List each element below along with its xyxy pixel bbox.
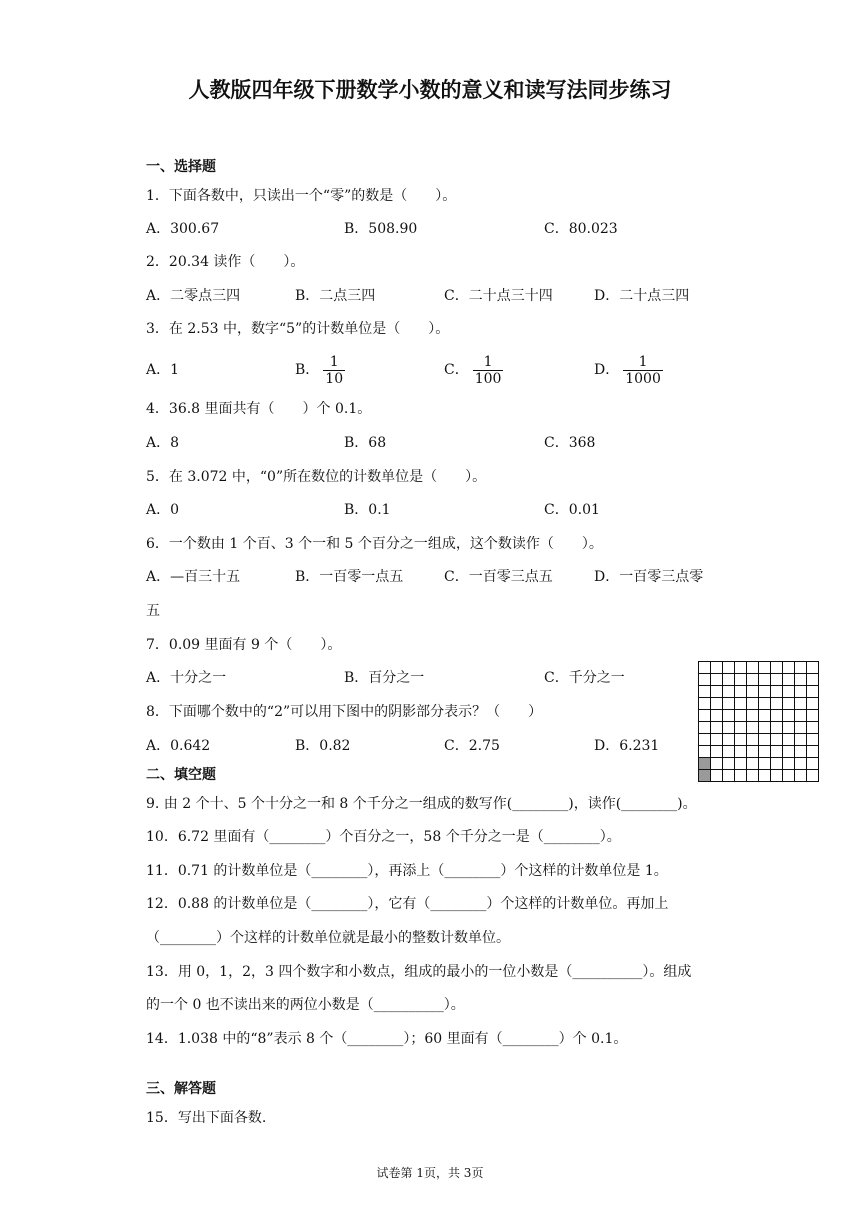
grid-cell bbox=[807, 722, 819, 734]
grid-cell bbox=[783, 698, 795, 710]
grid-cell bbox=[711, 686, 723, 698]
question-4-option-b: B．68 bbox=[344, 435, 387, 451]
grid-cell bbox=[747, 662, 759, 674]
question-3-stem: 3．在 2.53 中，数字“5”的计数单位是（ ）。 bbox=[146, 321, 450, 337]
grid-cell bbox=[807, 758, 819, 770]
question-6-option-d-continuation: 五 bbox=[146, 603, 160, 619]
question-6-stem: 6．一个数由 1 个百、3 个一和 5 个百分之一组成，这个数读作（ ）。 bbox=[146, 536, 603, 552]
question-3-option-a: A．1 bbox=[146, 362, 180, 378]
grid-cell bbox=[747, 758, 759, 770]
grid-cell bbox=[723, 662, 735, 674]
question-5-option-b: B．0.1 bbox=[344, 502, 391, 518]
grid-cell bbox=[759, 746, 771, 758]
grid-cell bbox=[747, 698, 759, 710]
grid-cell bbox=[723, 722, 735, 734]
question-12-line-2: （________）个这样的计数单位就是最小的整数计数单位。 bbox=[146, 930, 510, 946]
option-d-label: D． bbox=[594, 362, 620, 378]
question-4-option-c: C．368 bbox=[544, 435, 596, 451]
grid-cell bbox=[747, 722, 759, 734]
question-6-option-a: A．—百三十五 bbox=[146, 569, 241, 585]
grid-cell bbox=[795, 722, 807, 734]
grid-cell bbox=[747, 674, 759, 686]
grid-cell bbox=[759, 698, 771, 710]
question-5-option-c: C．0.01 bbox=[544, 502, 600, 518]
grid-cell bbox=[783, 734, 795, 746]
option-c-label: C． bbox=[444, 362, 469, 378]
grid-cell bbox=[723, 746, 735, 758]
grid-cell bbox=[771, 734, 783, 746]
fraction-1-100 bbox=[473, 354, 504, 387]
grid-cell bbox=[699, 662, 711, 674]
grid-cell bbox=[723, 686, 735, 698]
option-b-label: B． bbox=[295, 362, 320, 378]
grid-cell bbox=[771, 662, 783, 674]
question-7-option-c: C．千分之一 bbox=[544, 670, 625, 686]
question-7-option-a: A．十分之一 bbox=[146, 670, 227, 686]
grid-cell bbox=[807, 710, 819, 722]
grid-cell bbox=[747, 686, 759, 698]
grid-cell bbox=[795, 770, 807, 782]
grid-cell bbox=[807, 734, 819, 746]
grid-cell bbox=[735, 674, 747, 686]
fraction-numerator: 1 bbox=[623, 354, 663, 371]
grid-cell bbox=[783, 722, 795, 734]
question-1-option-c: C．80.023 bbox=[544, 221, 618, 237]
fraction-numerator: 1 bbox=[473, 354, 504, 371]
question-1-option-a: A．300.67 bbox=[146, 221, 220, 237]
grid-cell bbox=[723, 734, 735, 746]
grid-cell bbox=[735, 698, 747, 710]
question-6-option-c: C．一百零三点五 bbox=[444, 569, 553, 585]
grid-cell bbox=[699, 710, 711, 722]
fraction-denominator: 100 bbox=[474, 370, 502, 387]
question-11: 11．0.71 的计数单位是（________），再添上（________）个这样的计数单位是 1。 bbox=[146, 863, 668, 879]
grid-cell bbox=[771, 674, 783, 686]
grid-cell bbox=[711, 674, 723, 686]
grid-cell bbox=[723, 710, 735, 722]
grid-cell bbox=[699, 674, 711, 686]
grid-cell bbox=[771, 746, 783, 758]
grid-cell bbox=[783, 758, 795, 770]
question-6-option-d: D．一百零三点零 bbox=[594, 569, 704, 585]
grid-cell bbox=[723, 770, 735, 782]
fraction-1-10 bbox=[323, 354, 345, 387]
question-8-option-d: D．6.231 bbox=[594, 738, 660, 754]
grid-cell bbox=[759, 710, 771, 722]
grid-cell bbox=[759, 674, 771, 686]
grid-cell bbox=[771, 686, 783, 698]
question-8-option-b: B．0.82 bbox=[295, 738, 351, 754]
page-footer: 试卷第 1页，共 3页 bbox=[376, 1166, 484, 1180]
grid-cell bbox=[699, 686, 711, 698]
question-3-option-c bbox=[444, 350, 503, 390]
grid-cell bbox=[795, 758, 807, 770]
question-8-option-a: A．0.642 bbox=[146, 738, 211, 754]
grid-cell bbox=[711, 698, 723, 710]
grid-cell bbox=[783, 710, 795, 722]
question-9: 9. 由 2 个十、5 个十分之一和 8 个千分之一组成的数写作(________)，读作(________)。 bbox=[146, 796, 697, 812]
question-7-option-b: B．百分之一 bbox=[344, 670, 425, 686]
grid-cell bbox=[735, 758, 747, 770]
fraction-1-1000 bbox=[623, 354, 663, 387]
grid-cell bbox=[723, 674, 735, 686]
grid-cell bbox=[759, 686, 771, 698]
question-2-option-c: C．二十点三十四 bbox=[444, 288, 553, 304]
grid-cell bbox=[771, 722, 783, 734]
grid-cell bbox=[735, 710, 747, 722]
grid-cell bbox=[795, 662, 807, 674]
question-12-line-1: 12．0.88 的计数单位是（________），它有（________）个这样的计数单位。再加上 bbox=[146, 896, 669, 912]
question-8-option-c: C．2.75 bbox=[444, 738, 500, 754]
question-2-option-d: D．二十点三四 bbox=[594, 288, 690, 304]
grid-cell bbox=[711, 770, 723, 782]
grid-cell bbox=[783, 770, 795, 782]
question-14: 14．1.038 中的“8”表示 8 个（________）；60 里面有（________）个 0.1。 bbox=[146, 1031, 628, 1047]
grid-cell bbox=[735, 686, 747, 698]
question-1-option-b: B．508.90 bbox=[344, 221, 418, 237]
grid-cell bbox=[807, 770, 819, 782]
grid-cell bbox=[735, 722, 747, 734]
question-1-stem: 1．下面各数中，只读出一个“零”的数是（ ）。 bbox=[146, 188, 457, 204]
grid-cell bbox=[759, 770, 771, 782]
grid-cell bbox=[711, 734, 723, 746]
grid-cell bbox=[711, 758, 723, 770]
grid-cell bbox=[735, 770, 747, 782]
question-2-option-a: A．二零点三四 bbox=[146, 288, 241, 304]
grid-cell bbox=[771, 698, 783, 710]
grid-cell bbox=[735, 662, 747, 674]
grid-cell bbox=[771, 758, 783, 770]
question-6-option-b: B．一百零一点五 bbox=[295, 569, 404, 585]
question-13-line-2: 的一个 0 也不读出来的两位小数是（__________）。 bbox=[146, 997, 465, 1013]
section-heading-solve: 三、解答题 bbox=[146, 1081, 216, 1097]
grid-cell bbox=[795, 674, 807, 686]
grid-cell bbox=[699, 770, 711, 782]
grid-cell bbox=[699, 734, 711, 746]
grid-cell bbox=[711, 746, 723, 758]
grid-cell bbox=[759, 758, 771, 770]
question-8-stem: 8．下面哪个数中的“2”可以用下图中的阴影部分表示？（ ） bbox=[146, 704, 543, 720]
fraction-denominator: 10 bbox=[325, 370, 344, 387]
grid-cell bbox=[711, 710, 723, 722]
grid-cell bbox=[699, 722, 711, 734]
fraction-denominator: 1000 bbox=[625, 370, 661, 387]
grid-cell bbox=[807, 686, 819, 698]
section-heading-choice: 一、选择题 bbox=[146, 159, 216, 175]
grid-cell bbox=[783, 686, 795, 698]
grid-cell bbox=[807, 662, 819, 674]
fraction-numerator: 1 bbox=[323, 354, 345, 371]
question-3-option-d bbox=[594, 350, 663, 390]
grid-cell bbox=[711, 722, 723, 734]
grid-cell bbox=[759, 722, 771, 734]
grid-cell bbox=[795, 710, 807, 722]
grid-cell bbox=[723, 758, 735, 770]
question-7-stem: 7．0.09 里面有 9 个（ ）。 bbox=[146, 637, 342, 653]
grid-cell bbox=[723, 698, 735, 710]
question-2-option-b: B．二点三四 bbox=[295, 288, 376, 304]
hundred-grid-figure bbox=[698, 661, 819, 782]
grid-cell bbox=[735, 746, 747, 758]
question-4-option-a: A．8 bbox=[146, 435, 180, 451]
grid-cell bbox=[795, 734, 807, 746]
grid-cell bbox=[699, 698, 711, 710]
question-15: 15．写出下面各数. bbox=[146, 1110, 267, 1126]
grid-cell bbox=[783, 674, 795, 686]
question-3-option-b bbox=[295, 350, 345, 390]
grid-cell bbox=[711, 662, 723, 674]
grid-cell bbox=[795, 746, 807, 758]
page-title: 人教版四年级下册数学小数的意义和读写法同步练习 bbox=[188, 78, 672, 102]
grid-cell bbox=[807, 746, 819, 758]
section-heading-fill: 二、填空题 bbox=[146, 767, 216, 783]
grid-cell bbox=[771, 710, 783, 722]
grid-cell bbox=[747, 710, 759, 722]
grid-cell bbox=[747, 734, 759, 746]
grid-cell bbox=[783, 746, 795, 758]
grid-cell bbox=[759, 734, 771, 746]
grid-cell bbox=[747, 770, 759, 782]
grid-cell bbox=[783, 662, 795, 674]
grid-cell bbox=[735, 734, 747, 746]
grid-cell bbox=[807, 674, 819, 686]
question-10: 10．6.72 里面有（________）个百分之一，58 个千分之一是（________）。 bbox=[146, 829, 621, 845]
question-4-stem: 4．36.8 里面共有（ ）个 0.1。 bbox=[146, 401, 372, 417]
grid-cell bbox=[795, 686, 807, 698]
question-2-stem: 2．20.34 读作（ ）。 bbox=[146, 254, 305, 270]
question-5-stem: 5．在 3.072 中，“0”所在数位的计数单位是（ ）。 bbox=[146, 469, 487, 485]
grid-cell bbox=[807, 698, 819, 710]
grid-cell bbox=[699, 746, 711, 758]
grid-cell bbox=[699, 758, 711, 770]
question-13-line-1: 13．用 0，1，2，3 四个数字和小数点，组成的最小的一位小数是（__________）。组成 bbox=[146, 964, 692, 980]
question-5-option-a: A．0 bbox=[146, 502, 180, 518]
grid-cell bbox=[771, 770, 783, 782]
grid-cell bbox=[759, 662, 771, 674]
grid-cell bbox=[747, 746, 759, 758]
grid-cell bbox=[795, 698, 807, 710]
